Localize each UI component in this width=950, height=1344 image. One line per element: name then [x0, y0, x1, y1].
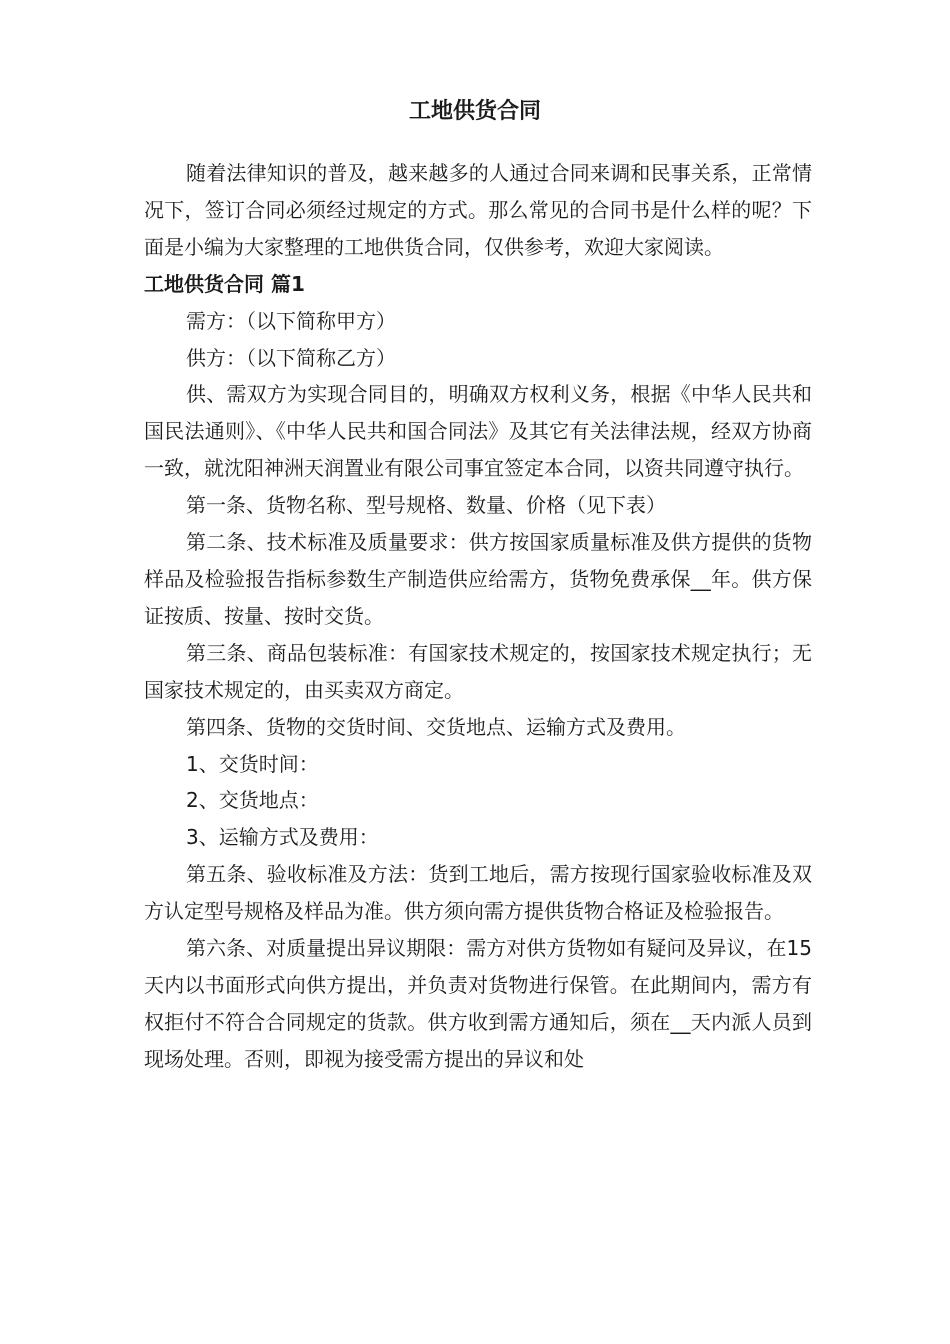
- document-title: 工地供货合同: [408, 99, 541, 124]
- article-4-item-3: 3、运输方式及费用：: [186, 825, 379, 850]
- document-body: [144, 155, 812, 1078]
- article-4-item-2: 2、交货地点：: [186, 788, 319, 813]
- party-buyer: 需方：（以下简称甲方）: [186, 308, 396, 333]
- article-1: 第一条、货物名称、型号规格、数量、价格（见下表）: [186, 493, 666, 518]
- article-5: 第五条、验收标准及方法：货到工地后，需方按现行国家验收标准及双方认定型号规格及样品为准。供方须向需方提供货物合格证及检验报告。: [144, 862, 812, 924]
- section-heading: 工地供货合同 篇1: [144, 271, 305, 296]
- article-4-item-1: 1、交货时间：: [186, 751, 319, 776]
- article-3: 第三条、商品包装标准：有国家技术规定的，按国家技术规定执行；无国家技术规定的，由买卖双方商定。: [144, 640, 812, 702]
- intro-paragraph: 随着法律知识的普及，越来越多的人通过合同来调和民事关系，正常情况下，签订合同必须经过规定的方式。那么常见的合同书是什么样的呢？下面是小编为大家整理的工地供货合同，仅供参考，欢迎大家阅读。: [144, 161, 812, 259]
- article-6: 第六条、对质量提出异议期限：需方对供方货物如有疑问及异议，在15天内以书面形式向供方提出，并负责对货物进行保管。在此期间内，需方有权拒付不符合合同规定的货款。供方收到需方通知后，须在__天内派人员到现场处理。否则，即视为接受需方提出的异议和处: [144, 936, 812, 1071]
- preamble-paragraph: 供、需双方为实现合同目的，明确双方权利义务，根据《中华人民共和国民法通则》、《中华人民共和国合同法》及其它有关法律法规，经双方协商一致，就沈阳神洲天润置业有限公司事宜签定本合同，以资共同遵守执行。: [144, 382, 812, 481]
- article-2: 第二条、技术标准及质量要求：供方按国家质量标准及供方提供的货物样品及检验报告指标参数生产制造供应给需方，货物免费承保__年。供方保证按质、按量、按时交货。: [144, 530, 812, 628]
- party-supplier: 供方：（以下简称乙方）: [186, 345, 396, 370]
- article-4: 第四条、货物的交货时间、交货地点、运输方式及费用。: [186, 714, 686, 739]
